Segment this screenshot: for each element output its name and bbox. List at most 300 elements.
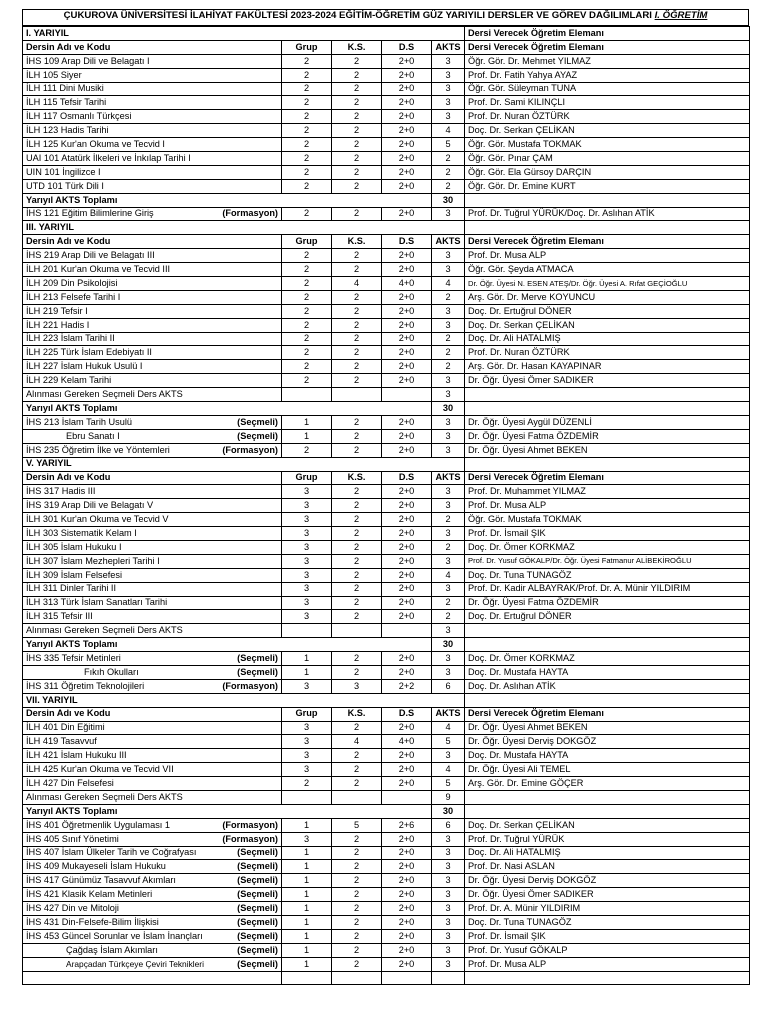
- instructor-cell: Doç. Dr. Aslıhan ATİK: [465, 679, 750, 693]
- semester-label: III. YARIYIL: [23, 221, 465, 235]
- ks-cell: 2: [332, 596, 382, 610]
- group-cell: 2: [282, 263, 332, 277]
- course-name: İLH 401 Din Eğitimi: [26, 722, 105, 733]
- ks-column-header: K.S.: [332, 707, 382, 721]
- course-name: İLH 425 Kur'an Okuma ve Tecvid VII: [26, 764, 174, 775]
- course-name-cell: [23, 499, 282, 513]
- course-name-cell: [23, 943, 282, 957]
- ks-cell: 2: [332, 82, 382, 96]
- akts-cell: 3: [432, 499, 465, 513]
- course-name: İLH 421 İslam Hukuku III: [26, 750, 127, 761]
- ks-cell: 2: [332, 415, 382, 429]
- course-name-cell: [23, 735, 282, 749]
- group-cell: 3: [282, 554, 332, 568]
- course-name: İHS 421 Klasik Kelam Metinleri: [26, 889, 153, 900]
- ds-cell: 2+0: [382, 429, 432, 443]
- course-name-cell: [23, 304, 282, 318]
- group-cell: 2: [282, 138, 332, 152]
- course-name-cell: [23, 763, 282, 777]
- instructor-header: [465, 457, 750, 471]
- group-cell: 2: [282, 277, 332, 291]
- instructor-cell: Öğr. Gör. Şeyda ATMACA: [465, 263, 750, 277]
- course-name-cell: [23, 652, 282, 666]
- akts-cell: 4: [432, 277, 465, 291]
- ds-cell: 2+0: [382, 665, 432, 679]
- akts-column-header: AKTS: [432, 707, 465, 721]
- instructor-header: [465, 693, 750, 707]
- course-type-tag: (Seçmeli): [237, 944, 278, 955]
- course-row: [23, 957, 750, 971]
- group-cell: 1: [282, 888, 332, 902]
- instructor-cell: Dr. Öğr. Üyesi Fatma ÖZDEMİR: [465, 429, 750, 443]
- ks-cell: 2: [332, 902, 382, 916]
- elective-akts-label: Alınması Gereken Seçmeli Ders AKTS: [23, 388, 282, 402]
- instructor-cell: Öğr. Gör. Mustafa TOKMAK: [465, 513, 750, 527]
- ks-cell: 2: [332, 429, 382, 443]
- group-cell: 2: [282, 110, 332, 124]
- ds-column-header: D.S: [382, 40, 432, 54]
- course-type-tag: (Seçmeli): [237, 889, 278, 900]
- ds-column-header: D.S: [382, 707, 432, 721]
- course-type-tag: (Formasyon): [222, 444, 278, 455]
- ds-column-header: D.S: [382, 235, 432, 249]
- ds-cell: 2+0: [382, 888, 432, 902]
- semester-akts-total-row: [23, 193, 750, 207]
- elective-akts-row: [23, 624, 750, 638]
- akts-cell: 3: [432, 82, 465, 96]
- ds-column-header: D.S: [382, 471, 432, 485]
- instructor-header: [465, 221, 750, 235]
- group-cell: 3: [282, 749, 332, 763]
- akts-cell: 2: [432, 165, 465, 179]
- ks-cell: 2: [332, 860, 382, 874]
- course-row: [23, 749, 750, 763]
- course-type-tag: (Seçmeli): [237, 916, 278, 927]
- course-row: [23, 513, 750, 527]
- group-cell: 2: [282, 318, 332, 332]
- ds-cell: 2+0: [382, 138, 432, 152]
- group-cell: 3: [282, 610, 332, 624]
- course-row: [23, 568, 750, 582]
- course-name: İLH 209 Din Psikolojisi: [26, 277, 118, 288]
- akts-cell: 2: [432, 596, 465, 610]
- course-name-cell: [23, 596, 282, 610]
- group-cell: 1: [282, 874, 332, 888]
- course-name: İLH 125 Kur'an Okuma ve Tecvid I: [26, 138, 165, 149]
- course-schedule-table: [22, 26, 750, 985]
- course-type-tag: (Seçmeli): [237, 861, 278, 872]
- course-name-cell: [23, 902, 282, 916]
- course-row: [23, 735, 750, 749]
- course-type-tag: (Formasyon): [222, 833, 278, 844]
- ks-cell: 2: [332, 68, 382, 82]
- ks-cell: 2: [332, 443, 382, 457]
- course-name: İHS 219 Arap Dili ve Belagatı III: [26, 250, 155, 261]
- course-name: İHS 427 Din ve Mitoloji: [26, 902, 119, 913]
- instructor-cell: Arş. Gör. Dr. Merve KOYUNCU: [465, 290, 750, 304]
- course-row: [23, 832, 750, 846]
- group-cell: 2: [282, 68, 332, 82]
- ds-cell: 2+0: [382, 304, 432, 318]
- ds-cell: 2+0: [382, 249, 432, 263]
- course-name-cell: [23, 82, 282, 96]
- ds-cell: 2+0: [382, 263, 432, 277]
- course-name-cell: [23, 818, 282, 832]
- course-type-tag: (Seçmeli): [237, 902, 278, 913]
- group-cell: 3: [282, 568, 332, 582]
- elective-akts-label: Alınması Gereken Seçmeli Ders AKTS: [23, 624, 282, 638]
- table-body: [23, 27, 750, 985]
- course-name: İHS 409 Mukayeseli İslam Hukuku: [26, 861, 166, 872]
- column-header-row: [23, 471, 750, 485]
- akts-cell: 3: [432, 957, 465, 971]
- ks-column-header: K.S.: [332, 235, 382, 249]
- course-name: İLH 305 İslam Hukuku I: [26, 541, 122, 552]
- course-name-cell: [23, 277, 282, 291]
- instructor-cell: Doç. Dr. Serkan ÇELİKAN: [465, 318, 750, 332]
- course-type-tag: (Formasyon): [222, 680, 278, 691]
- group-cell: 3: [282, 540, 332, 554]
- course-row: [23, 165, 750, 179]
- ks-cell: 2: [332, 749, 382, 763]
- course-row: [23, 179, 750, 193]
- column-header-row: [23, 235, 750, 249]
- ks-cell: 2: [332, 513, 382, 527]
- akts-cell: 3: [432, 860, 465, 874]
- empty-cell: [382, 790, 432, 804]
- instructor-cell: Prof. Dr. İsmail ŞIK: [465, 929, 750, 943]
- group-cell: 2: [282, 777, 332, 791]
- empty-cell: [332, 790, 382, 804]
- ks-cell: 2: [332, 943, 382, 957]
- ks-cell: 2: [332, 54, 382, 68]
- course-name: İLH 225 Türk İslam Edebiyatı II: [26, 347, 152, 358]
- akts-cell: 3: [432, 527, 465, 541]
- group-cell: 1: [282, 929, 332, 943]
- course-row: [23, 110, 750, 124]
- ds-cell: 2+0: [382, 860, 432, 874]
- ds-cell: 2+0: [382, 749, 432, 763]
- course-row: [23, 665, 750, 679]
- semester-akts-total-row: [23, 638, 750, 652]
- course-row: [23, 554, 750, 568]
- empty-cell: [382, 971, 432, 985]
- course-name: Arapçadan Türkçeye Çeviri Teknikleri: [66, 958, 204, 969]
- ks-cell: 2: [332, 832, 382, 846]
- course-type-tag: (Seçmeli): [237, 666, 278, 677]
- akts-cell: 3: [432, 554, 465, 568]
- course-name-cell: [23, 179, 282, 193]
- course-type-tag: (Formasyon): [222, 208, 278, 219]
- ks-cell: 4: [332, 277, 382, 291]
- instructor-cell: Öğr. Gör. Dr. Mehmet YILMAZ: [465, 54, 750, 68]
- akts-cell: 6: [432, 679, 465, 693]
- course-column-header: Dersin Adı ve Kodu: [23, 707, 282, 721]
- ks-cell: 2: [332, 846, 382, 860]
- empty-cell: [465, 804, 750, 818]
- akts-cell: 3: [432, 96, 465, 110]
- empty-cell: [465, 624, 750, 638]
- course-name: İLH 229 Kelam Tarihi: [26, 375, 112, 386]
- instructor-cell: Doç. Dr. Serkan ÇELİKAN: [465, 124, 750, 138]
- instructor-cell: Dr. Öğr. Üyesi Ömer SADIKER: [465, 888, 750, 902]
- group-cell: 2: [282, 152, 332, 166]
- course-row: [23, 610, 750, 624]
- instructor-cell: Prof. Dr. Kadir ALBAYRAK/Prof. Dr. A. Münir YILDIRIM: [465, 582, 750, 596]
- instructor-column-header: Dersi Verecek Öğretim Elemanı: [465, 40, 750, 54]
- ks-cell: 2: [332, 304, 382, 318]
- ks-cell: 2: [332, 249, 382, 263]
- empty-cell: [382, 624, 432, 638]
- elective-akts-row: [23, 388, 750, 402]
- instructor-cell: Dr. Öğr. Üyesi N. ESEN ATEŞ/Dr. Öğr. Üyesi A. Rıfat GEÇİOĞLU: [465, 277, 750, 291]
- group-cell: 1: [282, 860, 332, 874]
- ks-cell: 2: [332, 290, 382, 304]
- akts-cell: 2: [432, 610, 465, 624]
- instructor-cell: Prof. Dr. Tuğrul YÜRÜK: [465, 832, 750, 846]
- ds-cell: 2+0: [382, 290, 432, 304]
- course-name: İLH 315 Tefsir III: [26, 611, 93, 622]
- course-row: [23, 96, 750, 110]
- ks-cell: 2: [332, 124, 382, 138]
- course-name: UTD 101 Türk Dili I: [26, 180, 104, 191]
- course-type-tag: (Seçmeli): [237, 958, 278, 969]
- group-cell: 2: [282, 249, 332, 263]
- instructor-cell: Prof. Dr. Muhammet YILMAZ: [465, 485, 750, 499]
- elective-akts-label: Alınması Gereken Seçmeli Ders AKTS: [23, 790, 282, 804]
- ds-cell: 2+0: [382, 374, 432, 388]
- total-label: Yarıyıl AKTS Toplamı: [23, 804, 432, 818]
- akts-cell: 3: [432, 485, 465, 499]
- ds-cell: 2+0: [382, 943, 432, 957]
- akts-cell: 3: [432, 652, 465, 666]
- group-cell: 2: [282, 54, 332, 68]
- semester-label: I. YARIYIL: [23, 27, 465, 41]
- akts-cell: 2: [432, 332, 465, 346]
- course-row: [23, 249, 750, 263]
- course-row: [23, 263, 750, 277]
- akts-cell: 2: [432, 513, 465, 527]
- course-name: İLH 115 Tefsir Tarihi: [26, 97, 107, 108]
- course-row: [23, 902, 750, 916]
- course-name: İHS 235 Öğretim İlke ve Yöntemleri: [26, 444, 170, 455]
- ds-cell: 2+0: [382, 540, 432, 554]
- course-row: [23, 318, 750, 332]
- course-name: UAI 101 Atatürk İlkeleri ve İnkılap Tarihi I: [26, 152, 191, 163]
- elective-akts-value: 9: [432, 790, 465, 804]
- akts-cell: 3: [432, 888, 465, 902]
- ks-cell: 2: [332, 929, 382, 943]
- ks-cell: 2: [332, 665, 382, 679]
- course-name: İLH 213 Felsefe Tarihi I: [26, 291, 121, 302]
- group-cell: 3: [282, 721, 332, 735]
- course-name-cell: [23, 721, 282, 735]
- course-name: İLH 105 Siyer: [26, 69, 82, 80]
- course-row: [23, 360, 750, 374]
- empty-row: [23, 971, 750, 985]
- semester-label: V. YARIYIL: [23, 457, 465, 471]
- instructor-cell: Doç. Dr. Ertuğrul DÖNER: [465, 304, 750, 318]
- course-row: [23, 596, 750, 610]
- course-row: [23, 929, 750, 943]
- ds-cell: 2+0: [382, 554, 432, 568]
- empty-cell: [465, 638, 750, 652]
- ds-cell: 2+0: [382, 777, 432, 791]
- instructor-cell: Dr. Öğr. Üyesi Fatma ÖZDEMİR: [465, 596, 750, 610]
- ds-cell: 2+0: [382, 568, 432, 582]
- akts-cell: 3: [432, 443, 465, 457]
- course-name-cell: [23, 263, 282, 277]
- course-row: [23, 888, 750, 902]
- akts-cell: 3: [432, 415, 465, 429]
- course-row: [23, 763, 750, 777]
- instructor-column-header: Dersi Verecek Öğretim Elemanı: [465, 707, 750, 721]
- course-name-cell: [23, 513, 282, 527]
- ks-cell: 2: [332, 346, 382, 360]
- ds-cell: 2+0: [382, 929, 432, 943]
- ds-cell: 2+0: [382, 582, 432, 596]
- course-name-cell: [23, 665, 282, 679]
- ds-cell: 2+0: [382, 68, 432, 82]
- elective-akts-value: 3: [432, 624, 465, 638]
- instructor-cell: Öğr. Gör. Pınar ÇAM: [465, 152, 750, 166]
- instructor-cell: Dr. Öğr. Üyesi Ali TEMEL: [465, 763, 750, 777]
- empty-cell: [465, 193, 750, 207]
- instructor-cell: Prof. Dr. Musa ALP: [465, 499, 750, 513]
- course-name: İLH 419 Tasavvuf: [26, 736, 97, 747]
- ds-cell: 2+0: [382, 485, 432, 499]
- empty-cell: [282, 971, 332, 985]
- course-name: İHS 453 Güncel Sorunlar ve İslam İnançları: [26, 930, 203, 941]
- course-row: [23, 429, 750, 443]
- course-row: [23, 582, 750, 596]
- course-column-header: Dersin Adı ve Kodu: [23, 471, 282, 485]
- empty-cell: [465, 402, 750, 416]
- ks-cell: 2: [332, 916, 382, 930]
- instructor-cell: Prof. Dr. İsmail ŞIK: [465, 527, 750, 541]
- group-cell: 2: [282, 374, 332, 388]
- akts-cell: 3: [432, 916, 465, 930]
- ds-cell: 2+0: [382, 957, 432, 971]
- group-cell: 3: [282, 679, 332, 693]
- course-name-cell: [23, 165, 282, 179]
- empty-cell: [465, 790, 750, 804]
- course-row: [23, 207, 750, 221]
- instructor-cell: Doç. Dr. Ali HATALMIŞ: [465, 332, 750, 346]
- course-row: [23, 82, 750, 96]
- course-name-cell: [23, 582, 282, 596]
- ks-cell: 2: [332, 957, 382, 971]
- instructor-cell: Prof. Dr. Nuran ÖZTÜRK: [465, 346, 750, 360]
- ks-cell: 2: [332, 374, 382, 388]
- course-row: [23, 777, 750, 791]
- course-name-cell: [23, 554, 282, 568]
- course-name: İLH 123 Hadis Tarihi: [26, 125, 109, 136]
- ks-cell: 2: [332, 332, 382, 346]
- ds-cell: 2+0: [382, 846, 432, 860]
- document-title: [22, 9, 749, 26]
- course-name-cell: [23, 374, 282, 388]
- empty-cell: [23, 971, 282, 985]
- course-name-cell: [23, 110, 282, 124]
- instructor-cell: Öğr. Gör. Mustafa TOKMAK: [465, 138, 750, 152]
- ds-cell: 2+0: [382, 318, 432, 332]
- akts-cell: 3: [432, 263, 465, 277]
- course-name: UIN 101 İngilizce I: [26, 166, 101, 177]
- course-row: [23, 290, 750, 304]
- ds-cell: 2+0: [382, 874, 432, 888]
- akts-cell: 3: [432, 249, 465, 263]
- total-akts: 30: [432, 402, 465, 416]
- course-name-cell: [23, 96, 282, 110]
- semester-header-row: [23, 457, 750, 471]
- instructor-cell: Prof. Dr. A. Münir YILDIRIM: [465, 902, 750, 916]
- ks-cell: 2: [332, 540, 382, 554]
- group-cell: 2: [282, 332, 332, 346]
- course-name-cell: [23, 679, 282, 693]
- ds-cell: 2+0: [382, 916, 432, 930]
- instructor-cell: Doç. Dr. Mustafa HAYTA: [465, 749, 750, 763]
- course-name-cell: [23, 929, 282, 943]
- akts-cell: 5: [432, 777, 465, 791]
- course-name: İHS 401 Öğretmenlik Uygulaması 1: [26, 819, 170, 830]
- ks-column-header: K.S.: [332, 40, 382, 54]
- instructor-cell: Dr. Öğr. Üyesi Ahmet BEKEN: [465, 443, 750, 457]
- course-name: İHS 407 İslam Ülkeler Tarih ve Coğrafyası: [26, 847, 197, 858]
- group-cell: 1: [282, 916, 332, 930]
- semester-akts-total-row: [23, 804, 750, 818]
- akts-cell: 3: [432, 929, 465, 943]
- empty-cell: [465, 388, 750, 402]
- elective-akts-row: [23, 790, 750, 804]
- ks-cell: 2: [332, 207, 382, 221]
- ks-cell: 2: [332, 96, 382, 110]
- course-row: [23, 277, 750, 291]
- instructor-cell: Doç. Dr. Ertuğrul DÖNER: [465, 610, 750, 624]
- course-name: İHS 405 Sınıf Yönetimi: [26, 833, 119, 844]
- course-name-cell: [23, 152, 282, 166]
- ks-column-header: K.S.: [332, 471, 382, 485]
- akts-cell: 5: [432, 735, 465, 749]
- group-cell: 2: [282, 360, 332, 374]
- title-main: ÇUKUROVA ÜNİVERSİTESİ İLAHİYAT FAKÜLTESİ 2023-2024 EĞİTİM-ÖĞRETİM GÜZ YARIYILI DERSLER VE GÖREV DAĞILIMLARI: [63, 10, 652, 21]
- course-row: [23, 138, 750, 152]
- course-name: İHS 317 Hadis III: [26, 486, 96, 497]
- instructor-cell: Doç. Dr. Tuna TUNAGÖZ: [465, 916, 750, 930]
- akts-cell: 2: [432, 152, 465, 166]
- ds-cell: 2+0: [382, 832, 432, 846]
- akts-cell: 3: [432, 582, 465, 596]
- elective-akts-value: 3: [432, 388, 465, 402]
- course-name: İLH 311 Dinler Tarihi II: [26, 583, 117, 594]
- ks-cell: 2: [332, 610, 382, 624]
- course-row: [23, 860, 750, 874]
- course-row: [23, 332, 750, 346]
- ds-cell: 2+0: [382, 152, 432, 166]
- total-akts: 30: [432, 193, 465, 207]
- group-cell: 3: [282, 499, 332, 513]
- akts-cell: 3: [432, 832, 465, 846]
- ds-cell: 2+0: [382, 596, 432, 610]
- course-name: İLH 117 Osmanlı Türkçesi: [26, 111, 132, 122]
- group-cell: 2: [282, 443, 332, 457]
- group-cell: 3: [282, 513, 332, 527]
- course-name-cell: [23, 207, 282, 221]
- instructor-header: Dersi Verecek Öğretim Elemanı: [465, 27, 750, 41]
- group-cell: 2: [282, 290, 332, 304]
- course-row: [23, 721, 750, 735]
- column-header-row: [23, 40, 750, 54]
